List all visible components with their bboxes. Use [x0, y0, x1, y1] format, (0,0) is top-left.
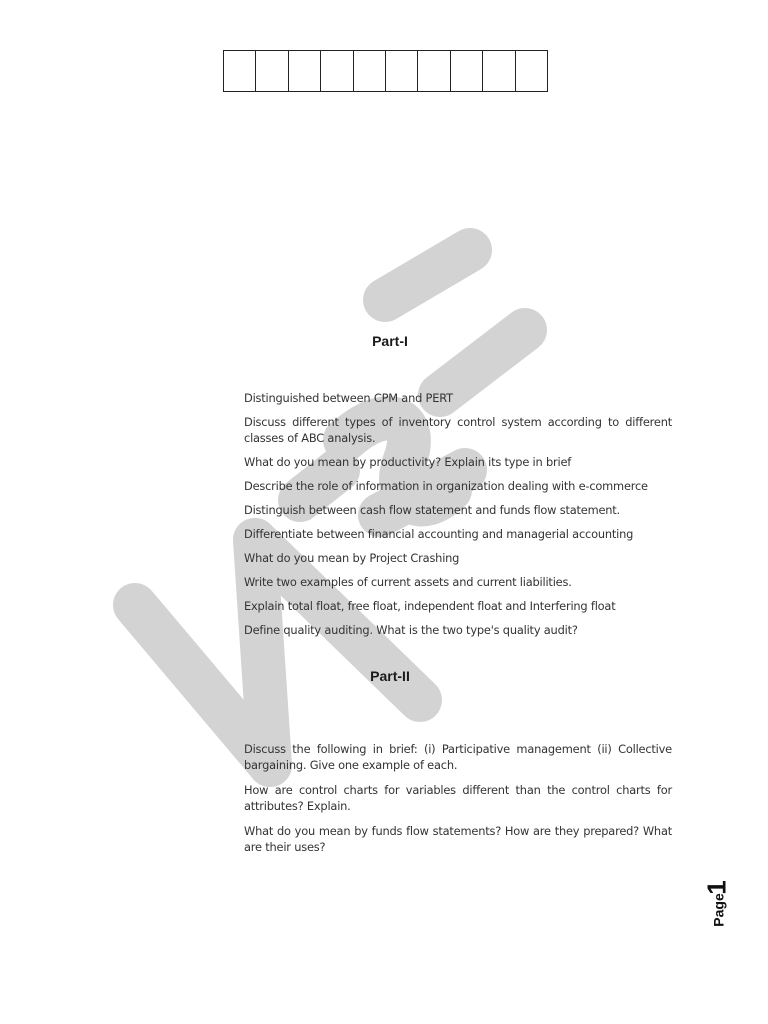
- page-number-label: [701, 880, 740, 940]
- roll-number-box: [516, 51, 548, 91]
- roll-number-box: [483, 51, 515, 91]
- roll-number-box: [451, 51, 483, 91]
- question-item: Define quality auditing. What is the two type's quality audit?: [244, 623, 578, 637]
- roll-number-box: [418, 51, 450, 91]
- question-item: What do you mean by funds flow statements? How are they prepared? What are their uses?: [244, 824, 672, 854]
- part-2-title: Part-II: [370, 668, 410, 684]
- roll-number-boxes: [223, 50, 548, 92]
- roll-number-box: [354, 51, 386, 91]
- question-item: Distinguish between cash flow statement and funds flow statement.: [244, 503, 620, 517]
- question-item: Write two examples of current assets and current liabilities.: [244, 575, 572, 589]
- roll-number-box: [256, 51, 288, 91]
- roll-number-box: [224, 51, 256, 91]
- page-number: 1: [701, 880, 732, 895]
- question-item: Discuss the following in brief: (i) Participative management (ii) Collective bargaining. Give one example of each.: [244, 742, 672, 772]
- part-1-title: Part-I: [372, 333, 408, 349]
- part-2-question-list: [244, 741, 672, 864]
- question-item: Differentiate between financial accounting and managerial accounting: [244, 527, 634, 541]
- page-word: Page: [710, 893, 727, 927]
- question-item: Describe the role of information in organization dealing with e-commerce: [244, 479, 648, 493]
- question-item: Discuss different types of inventory control system according to different classes of ABC analysis.: [244, 415, 672, 445]
- roll-number-box: [321, 51, 353, 91]
- question-item: What do you mean by Project Crashing: [244, 551, 460, 565]
- question-item: Distinguished between CPM and PERT: [244, 391, 453, 405]
- roll-number-box: [289, 51, 321, 91]
- part-1-question-list: [244, 390, 672, 646]
- roll-number-box: [386, 51, 418, 91]
- question-item: Explain total float, free float, independent float and Interfering float: [244, 599, 616, 613]
- question-item: How are control charts for variables different than the control charts for attributes? Explain.: [244, 783, 672, 813]
- question-item: What do you mean by productivity? Explain its type in brief: [244, 455, 572, 469]
